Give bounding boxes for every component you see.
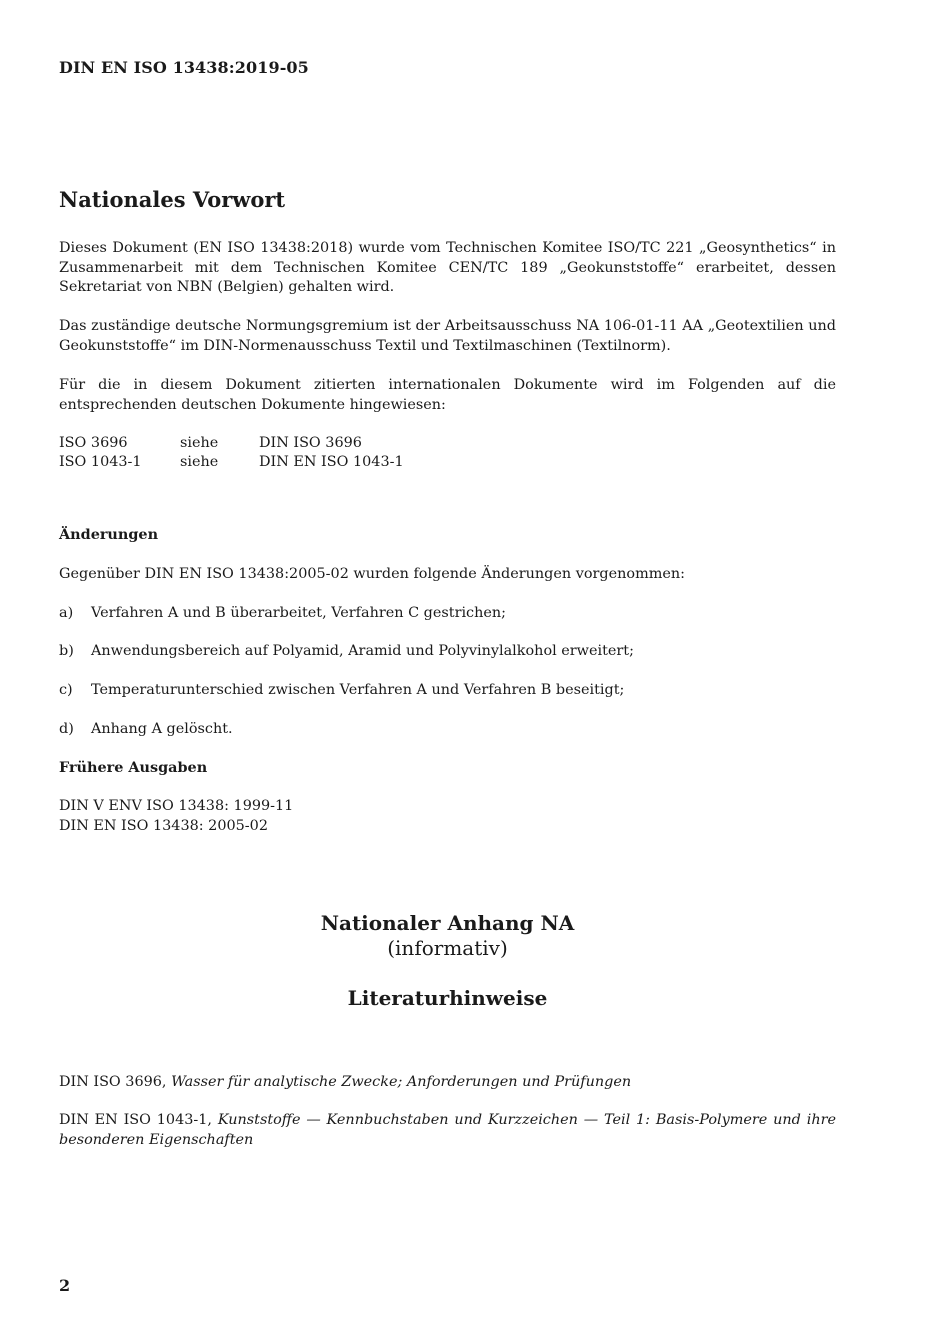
previous-edition: DIN V ENV ISO 13438: 1999-11 <box>59 798 294 814</box>
list-item-label: a) <box>59 605 74 621</box>
bibliography-ref: DIN ISO 3696, <box>59 1074 172 1090</box>
page-number: 2 <box>59 1276 71 1295</box>
annex-subtitle: (informativ) <box>387 936 508 960</box>
reference-de: DIN EN ISO 1043-1 <box>259 454 404 470</box>
list-item-label: c) <box>59 682 73 698</box>
bibliography-work-title: Kunststoffe — Kennbuchstaben und Kurzzeichen — Teil 1: Basis-Polymere und ihre besonderen Eigenschaften <box>59 1112 836 1148</box>
bibliography-title: Literaturhinweise <box>347 986 548 1010</box>
reference-de: DIN ISO 3696 <box>259 435 362 451</box>
reference-see: siehe <box>180 435 219 451</box>
reference-see: siehe <box>180 454 219 470</box>
reference-intl: ISO 1043-1 <box>59 454 142 470</box>
list-item-text: Temperaturunterschied zwischen Verfahren A und Verfahren B beseitigt; <box>91 682 625 698</box>
list-item-text: Verfahren A und B überarbeitet, Verfahren C gestrichen; <box>91 605 507 621</box>
aenderungen-intro: Gegenüber DIN EN ISO 13438:2005-02 wurden folgende Änderungen vorgenommen: <box>59 566 685 582</box>
list-item-label: d) <box>59 721 74 737</box>
bibliography-entry <box>59 1073 836 1093</box>
list-item-text: Anhang A gelöscht. <box>91 721 233 737</box>
bibliography-ref: DIN EN ISO 1043-1, <box>59 1112 218 1128</box>
section-title-vorwort: Nationales Vorwort <box>59 187 286 212</box>
document-header: DIN EN ISO 13438:2019-05 <box>59 58 309 77</box>
vorwort-paragraph-1: Dieses Dokument (EN ISO 13438:2018) wurde vom Technischen Komitee ISO/TC 221 „Geosynthetics“ in Zusammenarbeit mit dem Technischen Komitee CEN/TC 189 „Geokunststoffe“ erarbeitet, dessen Sekretariat von NBN (Belgien) gehalten wird. <box>59 240 836 296</box>
bibliography-work-title: Wasser für analytische Zwecke; Anforderungen und Prüfungen <box>171 1074 632 1090</box>
reference-intl: ISO 3696 <box>59 435 128 451</box>
list-item-label: b) <box>59 643 74 659</box>
bibliography-entry <box>59 1111 836 1150</box>
vorwort-paragraph-2: Das zuständige deutsche Normungsgremium ist der Arbeitsausschuss NA 106-01-11 AA „Geotextilien und Geokunststoffe“ im DIN-Normenausschuss Textil und Textilmaschinen (Textilnorm). <box>59 318 836 354</box>
subheading-fruehere-ausgaben: Frühere Ausgaben <box>59 759 208 776</box>
subheading-aenderungen: Änderungen <box>59 526 159 543</box>
previous-edition: DIN EN ISO 13438: 2005-02 <box>59 818 268 834</box>
list-item-text: Anwendungsbereich auf Polyamid, Aramid und Polyvinylalkohol erweitert; <box>91 643 634 659</box>
vorwort-paragraph-3: Für die in diesem Dokument zitierten internationalen Dokumente wird im Folgenden auf die entsprechenden deutschen Dokumente hingewiesen: <box>59 377 836 413</box>
annex-title: Nationaler Anhang NA <box>320 911 575 935</box>
